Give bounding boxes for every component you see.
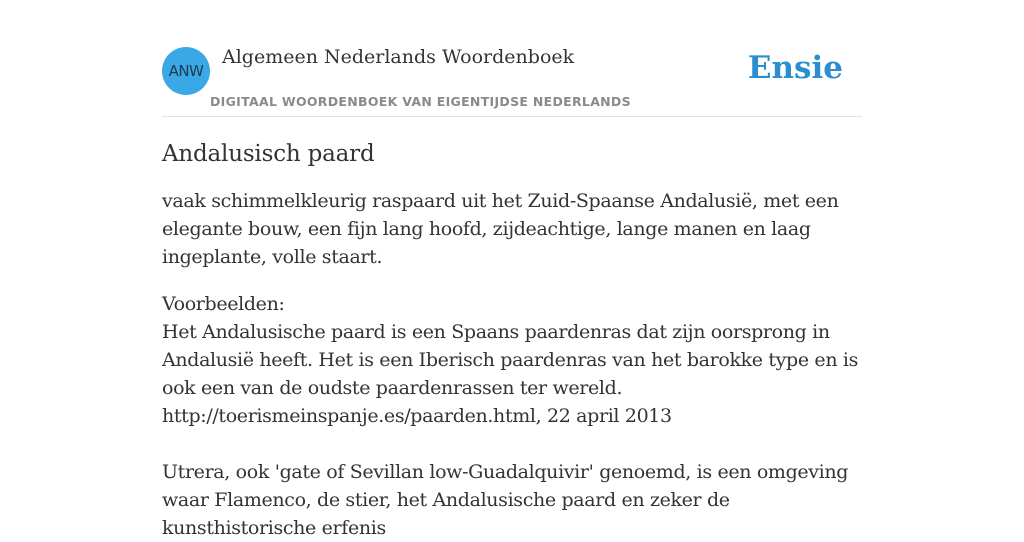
entry-headword: Andalusisch paard (162, 141, 375, 167)
examples-section (162, 290, 872, 542)
site-header (162, 40, 862, 117)
example-text: Het Andalusische paard is een Spaans paardenras dat zijn oorsprong in Andalusië heeft. Het is een Iberisch paardenras van het barokke type en is ook een van de oudste paardenrassen ter wereld. (162, 321, 859, 399)
dictionary-title[interactable]: Algemeen Nederlands Woordenboek (222, 46, 575, 68)
example-source: http://toerismeinspanje.es/paarden.html, 22 april 2013 (162, 405, 672, 427)
anw-logo[interactable]: ANW (162, 47, 210, 95)
example-text: Utrera, ook 'gate of Sevillan low-Guadalquivir' genoemd, is een omgeving waar Flamenco, de stier, het Andalusische paard en zeker de kunsthistorische erfenis (162, 461, 849, 539)
examples-label: Voorbeelden: (162, 293, 285, 315)
entry-definition: vaak schimmelkleurig raspaard uit het Zuid-Spaanse Andalusië, met een elegante bouw, een fijn lang hoofd, zijdeachtige, lange manen en laag ingeplante, volle staart. (162, 190, 839, 268)
dictionary-subtitle: DIGITAAL WOORDENBOEK VAN EIGENTIJDSE NEDERLANDS (210, 94, 631, 109)
example-spacer (162, 430, 872, 458)
ensie-logo-link[interactable]: Ensie (747, 50, 843, 86)
entry-content (162, 136, 872, 542)
